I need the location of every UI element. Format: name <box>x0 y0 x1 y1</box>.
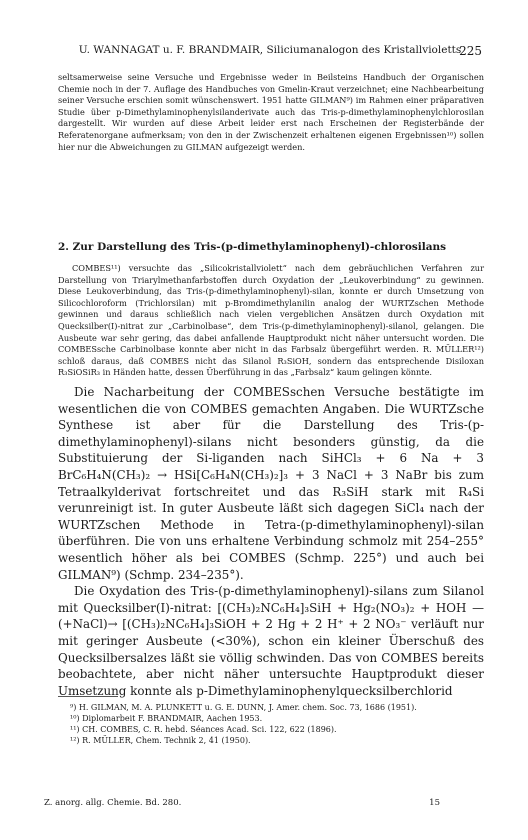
footnote-9: ⁹) H. GILMAN, M. A. PLUNKETT u. G. E. DUNN, J. Amer. chem. Soc. 73, 1686 (1951). <box>70 703 417 712</box>
running-header <box>58 44 482 60</box>
combes-paragraph-block <box>58 263 484 379</box>
running-title: U. WANNAGAT u. F. BRANDMAIR, Siliciumanalogon des Kristallvioletts <box>78 44 462 56</box>
page-number: 225 <box>459 44 482 58</box>
footnote-11: ¹¹) CH. COMBES, C. R. hebd. Séances Acad. Sci. 122, 622 (1896). <box>70 725 337 734</box>
intro-paragraph: seltsamerweise seine Versuche und Ergebnisse weder in Beilsteins Handbuch der Organischen Chemie noch in der 7. Auflage des Handbuches von Gmelin-Kraut verzeichnet; eine Nachbearbeitung seiner Versuche erschien somit wünschenswert. 1951 hatte GILMAN⁹) im Rahmen einer präparativen Studie über p-Dimethylaminophenylsilanderivate auch das Tris-p-dimethylaminophenylchlorosilan dargestellt. Wir wurden auf diese Arbeit leider erst nach Erscheinen der Registerbände der Referatenorgane aufmerksam; von den in der Zwischenzeit erhaltenen eigenen Ergebnissen¹⁰) sollen hier nur die Abweichungen zu GILMAN aufgezeigt werden. <box>58 72 484 152</box>
footnote-10: ¹⁰) Diplomarbeit F. BRANDMAIR, Aachen 1953. <box>70 714 263 723</box>
page-footer <box>44 798 482 810</box>
footnote-rule <box>58 696 118 697</box>
journal-citation: Z. anorg. allg. Chemie. Bd. 280. <box>44 798 182 808</box>
combes-paragraph: COMBES¹¹) versuchte das „Silicokristallviolett“ nach dem gebräuchlichen Verfahren zur Darstellung von Triarylmethanfarbstoffen durch Oxydation der „Leukoverbindung“ zu gewinnen. Diese Leukoverbindung, das Tris-(p-dimethylaminophenyl)-silan, konnte er durch Umsetzung von Silicochloroform (Trichlorsilan) mit p-Bromdimethylanilin analog der WURTZschen Methode gewinnen und daraus schließlich nach vielen vergeblichen Ansätzen durch Oxydation mit Quecksilber(I)-nitrat zur „Carbinolbase“, dem Tris-(p-dimethylaminophenyl)-silanol, gelangen. Die Ausbeute war sehr gering, das dabei anfallende Hauptprodukt nicht näher untersucht worden. Die COMBESsche Carbinolbase konnte aber nicht in das Farbsalz übergeführt werden. R. MÜLLER¹²) schloß daraus, daß COMBES nicht das Silanol R₃SiOH, sondern das entsprechende Disiloxan R₃SiOSiR₃ in Händen hatte, dessen Überführung in das „Farbsalz“ kaum gelingen könnte. <box>58 263 484 378</box>
section-heading: 2. Zur Darstellung des Tris-(p-dimethylaminophenyl)-chlorosilans <box>58 241 447 253</box>
main-text <box>58 384 484 699</box>
footnotes <box>58 702 484 746</box>
intro-paragraph-block <box>58 72 484 153</box>
main-paragraph-2: Die Oxydation des Tris-(p-dimethylaminophenyl)-silans zum Silanol mit Quecksilber(I)-nitrat: [(CH₃)₂NC₆H₄]₃SiH + Hg₂(NO₃)₂ + HOH —(+NaCl)→ [(CH₃)₂NC₆H₄]₃SiOH + 2 Hg + 2 H⁺ + 2 NO₃⁻ verläuft nur mit geringer Ausbeute (<30%), schon ein kleiner Überschuß des Quecksilbersalzes läßt sie völlig schwinden. Das von COMBES bereits beobachtete, aber nicht näher untersuchte Hauptprodukt dieser Umsetzung konnte als p-Dimethylaminophenylquecksilberchlorid <box>58 584 484 698</box>
footnote-12: ¹²) R. MÜLLER, Chem. Technik 2, 41 (1950). <box>70 736 251 745</box>
sheet-number: 15 <box>429 798 440 808</box>
main-paragraph-1: Die Nacharbeitung der COMBESschen Versuche bestätigte im wesentlichen die von COMBES gemachten Angaben. Die WURTZsche Synthese ist aber für die Darstellung des Tris-(p-dimethylaminophenyl)-silans nicht besonders günstig, da die Substituierung der Si-liganden nach SiHCl₃ + 6 Na + 3 BrC₆H₄N(CH₃)₂ → HSi[C₆H₄N(CH₃)₂]₃ + 3 NaCl + 3 NaBr bis zum Tetraalkylderivat fortschreitet und das R₃SiH stark mit R₄Si verunreinigt ist. In guter Ausbeute läßt sich dagegen SiCl₄ nach der WURTZschen Methode in Tetra-(p-dimethylaminophenyl)-silan überführen. Die von uns erhaltene Verbindung schmolz mit 254–255° wesentlich höher als bei COMBES (Schmp. 225°) und auch bei GILMAN⁹) (Schmp. 234–235°). <box>58 385 484 582</box>
